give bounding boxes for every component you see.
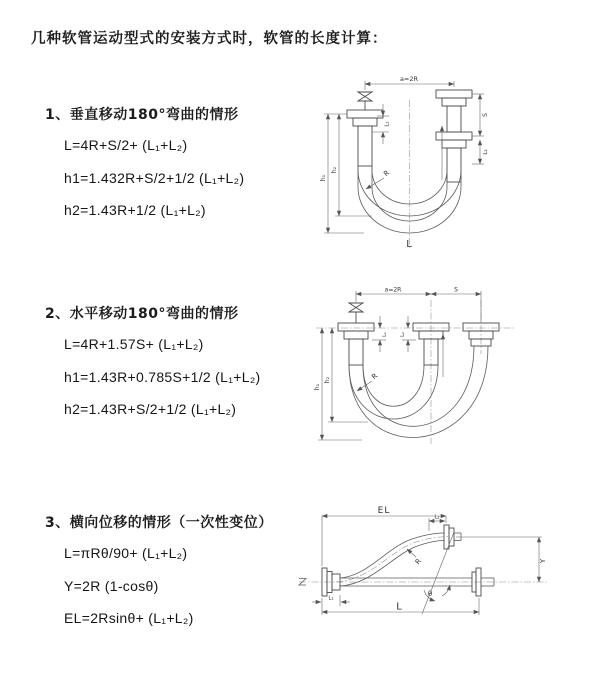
- dim-label-l1: L₁: [382, 332, 388, 337]
- flange: [436, 90, 472, 98]
- dim-label-s: S: [482, 113, 489, 117]
- dim-label-h2: h₂: [331, 166, 338, 174]
- dim-label-el: EL: [377, 506, 391, 516]
- hose-curve: [349, 365, 438, 419]
- diagram-horizontal-bend: [302, 282, 594, 464]
- flange: [442, 98, 466, 106]
- section-3-heading: 3、横向位移的情形（一次性变位）: [45, 515, 273, 531]
- dim-label-h1: h₁: [314, 383, 321, 391]
- flange: [338, 323, 374, 331]
- flange: [442, 140, 466, 148]
- section-vertical-180: [45, 104, 345, 230]
- flange: [347, 110, 383, 118]
- dim-label-s: S: [454, 286, 458, 294]
- formula-line: h1=1.43R+0.785S+1/2 (L₁+L₂): [64, 368, 261, 385]
- dim-label-theta: θ: [427, 590, 433, 598]
- section-2-heading: 2、水平移动180°弯曲的情形: [45, 306, 239, 322]
- dim-label-l: L: [406, 239, 412, 250]
- dim-label-l2: L₂: [434, 514, 440, 521]
- dim-label-r: R: [370, 371, 380, 382]
- hose-curve: [363, 346, 474, 426]
- flange: [444, 525, 449, 549]
- braided-hose-section: [349, 339, 363, 365]
- flange: [436, 132, 472, 140]
- dim-label-h2: h₂: [324, 376, 331, 384]
- page-title: 几种软管运动型式的安装方式时，软管的长度计算：: [31, 31, 388, 47]
- dim-label-l1: L₁: [328, 595, 334, 602]
- dim-label-a2r: a=2R: [384, 286, 402, 294]
- diagram-lateral-displacement: [296, 494, 596, 656]
- pipe-body: [447, 106, 461, 132]
- dim-label-h1: h₁: [320, 174, 327, 182]
- hose-curve: [340, 541, 444, 587]
- flange: [353, 118, 377, 126]
- valve-icon: [349, 303, 363, 312]
- section-1-heading: 1、垂直移动180°弯曲的情形: [45, 107, 239, 123]
- dim-label-l2: L₂: [483, 149, 489, 155]
- dim-label-l: L: [396, 601, 402, 613]
- dim-label-l2: L₂: [400, 332, 406, 337]
- section-horizontal-180: [45, 303, 345, 429]
- valve-icon: [358, 92, 372, 101]
- dim-label-r: R: [413, 557, 424, 567]
- hose-curve: [363, 365, 424, 406]
- dim-label-y: Y: [539, 558, 547, 564]
- formula-line: Y=2R (1-cosθ): [64, 577, 159, 594]
- construction-line: [422, 532, 454, 614]
- formula-line: h2=1.43R+S/2+1/2 (L₁+L₂): [64, 401, 237, 417]
- formula-line: L=4R+1.57S+ (L₁+L₂): [64, 336, 204, 352]
- dim-label-r: R: [382, 168, 392, 179]
- formula-line: h2=1.43R+1/2 (L₁+L₂): [64, 202, 206, 218]
- diagram-vertical-bend: [302, 70, 594, 256]
- dim-label-a2r: a=2R: [399, 75, 419, 83]
- dim-label-l1: L₁: [384, 121, 391, 127]
- formula-line: L=πRθ/90+ (L₁+L₂): [64, 545, 188, 561]
- formula-line: EL=2Rsinθ+ (L₁+L₂): [64, 610, 194, 626]
- braided-hose-section: [358, 126, 372, 166]
- braided-hose-section: [447, 148, 461, 182]
- formula-line: h1=1.432R+S/2+1/2 (L₁+L₂): [64, 169, 245, 186]
- formula-line: L=4R+S/2+ (L₁+L₂): [64, 137, 188, 153]
- flange: [344, 331, 368, 339]
